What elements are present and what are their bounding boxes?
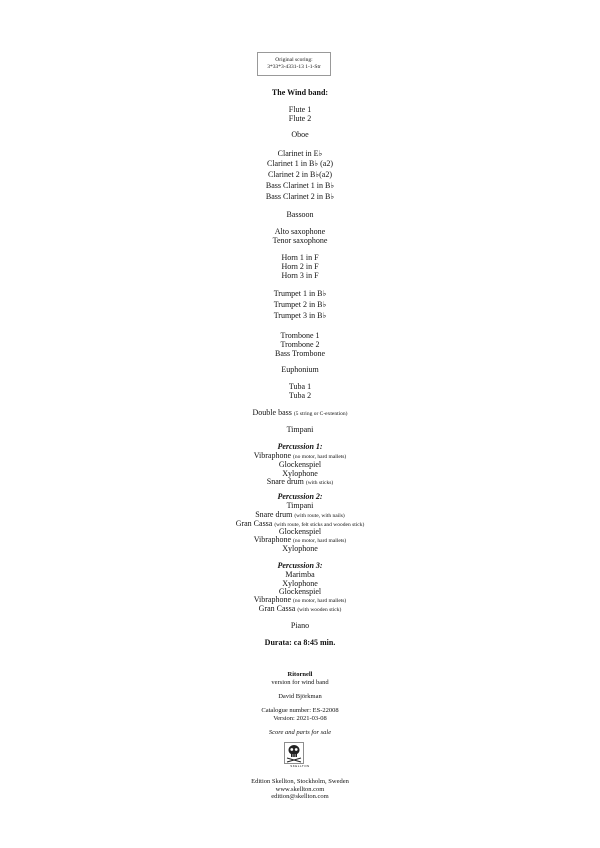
perc2-item <box>0 544 600 553</box>
clarinet-1: Clarinet 1 in B♭ (a2) <box>267 159 333 168</box>
perc2-item <box>0 501 600 510</box>
perc1-item-note: (with sticks) <box>305 480 334 486</box>
bass-trombone: Bass Trombone <box>274 349 325 358</box>
trumpet-1: Trumpet 1 in B♭ <box>273 289 327 298</box>
perc3-item <box>0 604 600 615</box>
horn-2: Horn 2 in F <box>281 262 319 271</box>
work-title: Ritornell <box>287 671 313 678</box>
trombone-1: Trombone 1 <box>280 331 320 340</box>
perc1-item-name: Xylophone <box>282 469 318 478</box>
flute-1: Flute 1 <box>288 105 312 114</box>
work-subtitle: version for wind band <box>271 679 329 686</box>
bassoon: Bassoon <box>286 210 314 219</box>
percussion-1-title: Percussion 1: <box>277 442 323 451</box>
wind-band-heading: The Wind band: <box>271 88 329 97</box>
trumpet-2: Trumpet 2 in B♭ <box>273 300 327 309</box>
perc3-item-name: Xylophone <box>282 579 318 588</box>
trombone-2: Trombone 2 <box>280 340 320 349</box>
composer: David Björkman <box>278 693 322 700</box>
double-bass <box>0 408 600 419</box>
timpani: Timpani <box>286 425 314 434</box>
perc2-item-name: Glockenspiel <box>278 527 322 536</box>
perc3-item-note: (with wooden stick) <box>297 607 342 613</box>
perc1-item-name: Glockenspiel <box>278 460 322 469</box>
publisher-web: www.skellton.com <box>275 786 325 793</box>
perc1-item <box>0 460 600 469</box>
tuba-1: Tuba 1 <box>288 382 312 391</box>
perc3-item-name: Glockenspiel <box>278 587 322 596</box>
alto-saxophone: Alto saxophone <box>274 227 326 236</box>
oboe: Oboe <box>291 130 309 139</box>
perc3-item <box>0 570 600 579</box>
perc3-item-name: Marimba <box>285 570 315 579</box>
clarinet-eb: Clarinet in E♭ <box>277 149 323 158</box>
catalogue-number: Catalogue number: ES-22008 <box>261 707 339 714</box>
perc3-item-name: Gran Cassa <box>258 604 296 613</box>
trumpet-3: Trumpet 3 in B♭ <box>273 311 327 320</box>
sale-note: Score and parts for sale <box>268 729 332 736</box>
original-scoring-box <box>257 52 331 76</box>
perc1-item-note: (no motor, hard mallets) <box>293 454 347 460</box>
skull-logo-icon <box>284 742 304 764</box>
horn-3: Horn 3 in F <box>281 271 319 280</box>
euphonium: Euphonium <box>281 365 319 374</box>
percussion-2-title: Percussion 2: <box>277 492 323 501</box>
scoring-label: Original scoring: <box>275 57 313 63</box>
version: Version: 2021-03-08 <box>273 715 327 722</box>
percussion-3-title: Percussion 3: <box>277 561 323 570</box>
perc2-item-name: Snare drum <box>255 510 293 519</box>
perc1-item <box>0 477 600 488</box>
double-bass-name: Double bass <box>252 408 292 417</box>
scoring-value: 3*33*3-4331-13 1-1-Str <box>267 64 321 70</box>
publisher-line: Edition Skellton, Stockholm, Sweden <box>251 778 349 785</box>
perc2-item-name: Gran Cassa <box>235 519 273 528</box>
perc2-item-name: Timpani <box>286 501 314 510</box>
flute-2: Flute 2 <box>288 114 312 123</box>
horn-1: Horn 1 in F <box>281 253 319 262</box>
duration: Durata: ca 8:45 min. <box>264 638 336 647</box>
piano: Piano <box>290 621 310 630</box>
perc3-item-name: Vibraphone <box>253 595 292 604</box>
tenor-saxophone: Tenor saxophone <box>272 236 328 245</box>
publisher-email: edition@skellton.com <box>271 793 329 800</box>
perc2-item-note: (with route, felt sticks and wooden stick) <box>274 522 365 528</box>
perc1-item-name: Vibraphone <box>253 451 292 460</box>
double-bass-note: (5 string or C-extention) <box>293 411 348 417</box>
perc2-item-name: Xylophone <box>282 544 318 553</box>
bass-clarinet-2: Bass Clarinet 2 in B♭ <box>265 192 335 201</box>
perc2-item-name: Vibraphone <box>253 535 292 544</box>
bass-clarinet-1: Bass Clarinet 1 in B♭ <box>265 181 335 190</box>
perc2-item-note: (with route, with nails) <box>294 513 345 519</box>
perc1-item-name: Snare drum <box>266 477 304 486</box>
tuba-2: Tuba 2 <box>288 391 312 400</box>
perc3-item-note: (no motor, hard mallets) <box>293 598 347 604</box>
logo-text: SKELLTON <box>290 764 310 768</box>
perc2-item-note: (no motor, hard mallets) <box>293 538 347 544</box>
clarinet-2: Clarinet 2 in B♭(a2) <box>268 170 332 179</box>
